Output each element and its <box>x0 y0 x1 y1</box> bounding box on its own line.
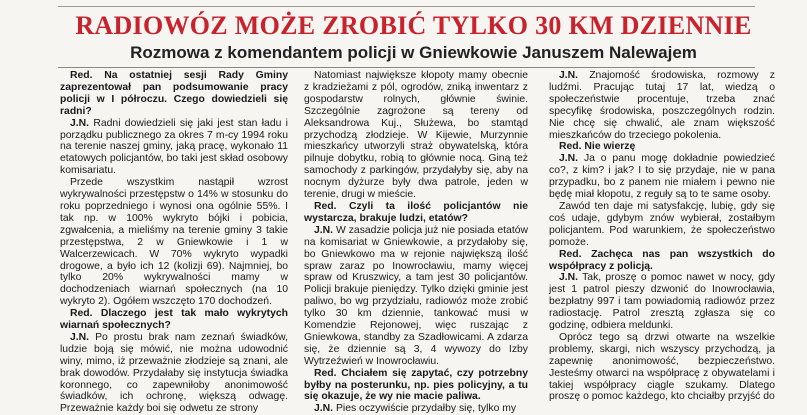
speaker-label: Red. <box>70 70 93 81</box>
question-text: Czyli ta ilość policjantów nie wystarcza, brakuje ludzi, etatów? <box>304 200 528 224</box>
paragraph <box>549 249 775 273</box>
paragraph <box>304 201 528 225</box>
paragraph <box>304 368 528 404</box>
question-text: Chciałem się zapytać, czy potrzebny byłby na posterunku, np. pies policyjny, a tu się okazuje, że wy nie macie paliwa. <box>304 367 528 403</box>
speaker-label: Red. <box>559 248 582 260</box>
paragraph <box>549 141 775 153</box>
answer-text: Po prostu brak nam zeznań świadków, ludzie boją się mówić, nie można udowodnić winy, mimo, iż przeważnie złodzieje są znani, ale brak dowodów. Przydałaby się instytucja świadka koronnego, co zapewniłoby anonimowość świadków, ich ochronę, większą odwagę. Przeważnie każdy boi się odwetu ze strony <box>60 331 289 415</box>
speaker-label: J.N. <box>559 153 579 165</box>
paragraph <box>304 403 528 415</box>
paragraph <box>549 201 775 249</box>
paragraph <box>60 70 288 118</box>
paragraph <box>60 332 288 415</box>
question-text: Nie wierzę <box>584 141 636 153</box>
answer-text: Znajomość środowiska, rozmowy z ludźmi. Pracując tutaj 17 lat, wiedzą o społeczeństwie procentuje, trzeba znać specyfikę środowiska, poszczególnych rodzin. Nie chcę się chwalić, ale znam większość mieszkańców do trzeciego pokolenia. <box>549 70 775 141</box>
speaker-label: J.N. <box>314 224 334 236</box>
speaker-label: J.N. <box>314 403 334 415</box>
article-headline: RADIOWÓZ MOŻE ZROBIĆ TYLKO 30 KM DZIENNIE <box>75 11 752 40</box>
header-rule <box>58 67 755 68</box>
paragraph <box>60 308 288 332</box>
paragraph <box>60 177 288 308</box>
speaker-label: J.N. <box>70 117 90 129</box>
paragraph <box>304 70 528 201</box>
answer-text: Radni dowiedzieli się jaki jest stan ładu i porządku publicznego za okres 7 m-cy 1994 roku na terenie naszej gminy, jaką pracę, wykonało 11 etatowych policjantów, bo taki jest skład osobowy komisariatu. <box>60 117 288 177</box>
question-text: Dlaczego jest tak mało wykrytych wiarnań społecznych? <box>60 308 288 332</box>
answer-text: Pies oczywiście przydałby się, tylko my <box>335 403 517 415</box>
answer-text: Ja o panu mogę dokładnie powiedzieć co?, z kim? i jak? I to się przydaje, nie w pana przypadku, bo z panem nie miałem i pewno nie będę miał kłopotu, z reguły są to te same osoby. <box>549 153 776 201</box>
paragraph <box>549 153 775 201</box>
paragraph <box>549 272 775 332</box>
paragraph <box>60 118 288 178</box>
paragraph <box>549 70 775 141</box>
text-column-3 <box>549 70 776 403</box>
paragraph <box>549 332 775 403</box>
question-text: Zachęca nas pan wszystkich do współpracy z policją. <box>549 248 775 272</box>
answer-text: Przede wszystkim nastąpił wzrost wykrywalności przestępstw o 14% w stosunku do roku poprzedniego i wynosi ona ogólnie 55%. I tak np. w 100% wykryto bójki i pobicia, zgwałcenia, a mieliśmy na terenie gminy 3 takie przestępstwa, 2 w Gniewkowie i 1 w Walcerzewicach. W 70% wykryto wypadki drogowe, a było ich 12 (kolizji 69). Najmniej, bo tylko 20% wykrywalności mamy w dochodzeniach wiarnań społecznych (na 10 wykryto 2). Ogółem wszczęto 170 dochodzeń. <box>60 177 288 308</box>
answer-text: Zawód ten daje mi satysfakcję, lubię, gdy się coś udaje, gdybym znów wybierał, zostałbym policjantem. Pod warunkiem, że społeczeństwo pomoże. <box>549 200 775 248</box>
top-rule <box>58 6 755 7</box>
speaker-label: Red. <box>70 308 93 320</box>
answer-text: Natomiast największe kłopoty mamy obecnie z kradzieżami z pól, ogrodów, zniką inwentarz z gospodarstw rolnych, głównie świnie. Szczególnie zagrożone są tereny od Aleksandrowa Kuj., Służewa, bo stamtąd przychodzą złodzieje. W Kijewie, Murzynnie mieszkańcy utworzyli straż obywatelską, która pilnuje dobytku, robią to głównie nocą. Giną też samochody z parkingów, przydałyby się, aby na nocnym dyżurze były dwa patrole, jeden w terenie, drugi w mieście. <box>304 70 528 201</box>
speaker-label: J.N. <box>70 331 90 343</box>
speaker-label: Red. <box>559 141 582 153</box>
text-column-1 <box>60 70 289 415</box>
speaker-label: Red. <box>314 200 337 212</box>
speaker-label: Red. <box>314 367 337 379</box>
paragraph <box>304 225 528 368</box>
speaker-label: J.N. <box>559 272 579 284</box>
speaker-label: J.N. <box>559 70 579 81</box>
answer-text: Oprócz tego są drzwi otwarte na wszelkie problemy, skargi, nich wszyscy przychodzą, ja zapewnię anonimowość, bezpieczeństwo. Jesteśmy otwarci na współpracę z obywatelami i takiej współpracy ciągle szukamy. Dlatego proszę o pomoc każdego, kto chciałby przyjść do <box>549 331 775 403</box>
answer-text: Tak, proszę o pomoc nawet w nocy, gdy jest 1 patrol pieszy dzwonić do Inowrocławia, bezpłatny 997 i tam powiadomią radiowóz przez radiostację. Patrol zresztą zgłasza się co godzinę, odbiera meldunki. <box>549 272 775 332</box>
answer-text: W zasadzie policja już nie posiada etatów na komisariat w Gniewkowie, a przydałoby się, bo Gniewkowo ma w rejonie największą ilość spraw zaraz po Inowrocławiu, mamy więcej spraw od Kruszwicy, a tam jest 30 policjantów. Policji brakuje pieniędzy. Tylko dzięki gminie jest paliwo, bo wg przydziału, radiowóz może zrobić tylko 30 km dziennie, tankować musi w Komendzie Rejonowej, więc ruszając z Gniewkowa, standby za Szadłowicami. A zdarza się, że dziennie są 3, 4 wywozy do Izby Wytrzeźwień w Inowrocławiu. <box>304 224 528 367</box>
question-text: Na ostatniej sesji Rady Gminy zaprezentował pan podsumowanie pracy policji w I półroczu. Czego dowiedzieli się radni? <box>60 70 288 117</box>
article-subheadline: Rozmowa z komendantem policji w Gniewkowie Januszem Nalewajem <box>130 43 697 62</box>
text-column-2 <box>304 70 528 415</box>
